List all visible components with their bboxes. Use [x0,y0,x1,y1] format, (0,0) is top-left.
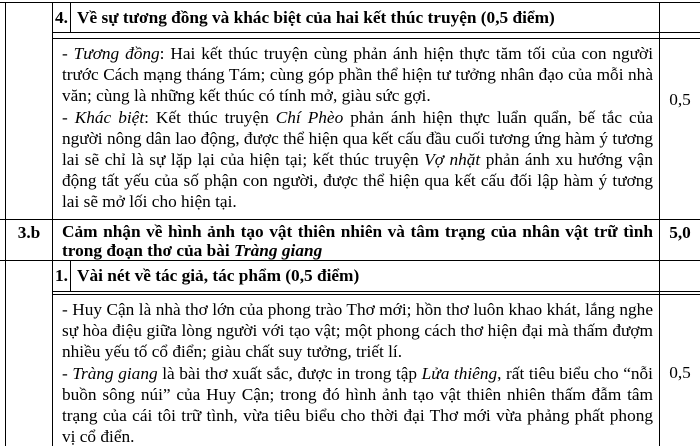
score-cell: 5,0 [669,223,691,242]
table-rule [52,291,700,292]
text-run: - [62,107,75,127]
item-number: 1. [55,266,68,285]
text-run: : Kết thúc truyện [144,107,276,127]
score-cell: 0,5 [669,90,691,109]
table-rule [0,2,700,3]
table-rule [52,32,700,33]
text-run: - [62,363,73,383]
question-number: 3.b [17,223,41,242]
work-title: Tràng giang [72,363,158,383]
term-label: Khác biệt [74,107,145,127]
paragraph-similarity [62,43,653,107]
table-rule [52,38,700,39]
answer-content [62,299,653,447]
paragraph-work [62,363,653,447]
text-run: - [62,44,74,63]
table-rule [52,294,700,295]
table-rule [70,260,71,291]
text-run: - Huy Cận là nhà thơ lớn của phong trào Thơ mới; hồn thơ luôn khao khát, lắng nghe sự hòa điệu giữa lòng người với tạo vật; một phong cách thơ hiện đại mà thấm đượm nhiều yếu tố cổ điển; giàu chất suy tưởng, triết lí. [62,300,653,362]
section-heading: Vài nét về tác giả, tác phẩm (0,5 điểm) [77,266,360,285]
table-rule [52,2,53,446]
table-rule [70,2,71,32]
section-heading: Về sự tương đồng và khác biệt của hai kết thúc truyện (0,5 điểm) [77,8,555,27]
question-heading [62,222,653,260]
paragraph-difference [62,107,653,213]
term-label: Tương đồng [73,44,160,63]
work-title: Chí Phèo [275,107,344,127]
table-rule [0,260,700,261]
heading-text: Cảm nhận về hình ảnh tạo vật thiên nhiên và tâm trạng của nhân vật trữ tình trong đoạn thơ của bài [62,222,653,260]
text-run: phản ánh hiện thực luẩn quẩn, bế tắc của người nông dân lao động, được thể hiện qua kết cấu đầu cuối tương ứng hàm ý tương lai sẽ chỉ là sự lặp lại của hiện tại; kết thúc truyện [62,107,654,170]
work-title: Tràng giang [234,241,323,260]
answer-content [62,43,653,213]
text-run: : Hai kết thúc truyện cùng phản ánh hiện thực tăm tối của con người trước Cách mạng tháng Tám; cùng góp phần thể hiện tư tưởng nhân đạo của mỗi nhà văn; cùng là những kết thúc có tính mở, giàu sức gợi. [62,44,653,106]
item-number: 4. [55,8,68,27]
work-title: Lửa thiêng [421,363,498,383]
paragraph-author [62,299,653,363]
text-run: là bài thơ xuất sắc, được in trong tập [157,363,422,383]
text-run: , rất tiêu biểu cho “nỗi buồn sông núi” của Huy Cận; trong đó hình ảnh tạo vật thiên nhiên thấm đẫm tâm trạng của cái tôi trữ tình, vừa tiêu biểu cho thời đại Thơ mới vừa phảng phất phong vị cổ điển. [62,363,653,447]
table-rule [0,219,700,220]
work-title: Vợ nhặt [424,150,481,170]
text-run: phản ánh xu hướng vận động tất yếu của số phận con người, được thể hiện qua kết cấu đối lập hàm ý tương lai sẽ mở lối cho hiện tại. [62,150,653,212]
score-cell: 0,5 [669,363,691,382]
